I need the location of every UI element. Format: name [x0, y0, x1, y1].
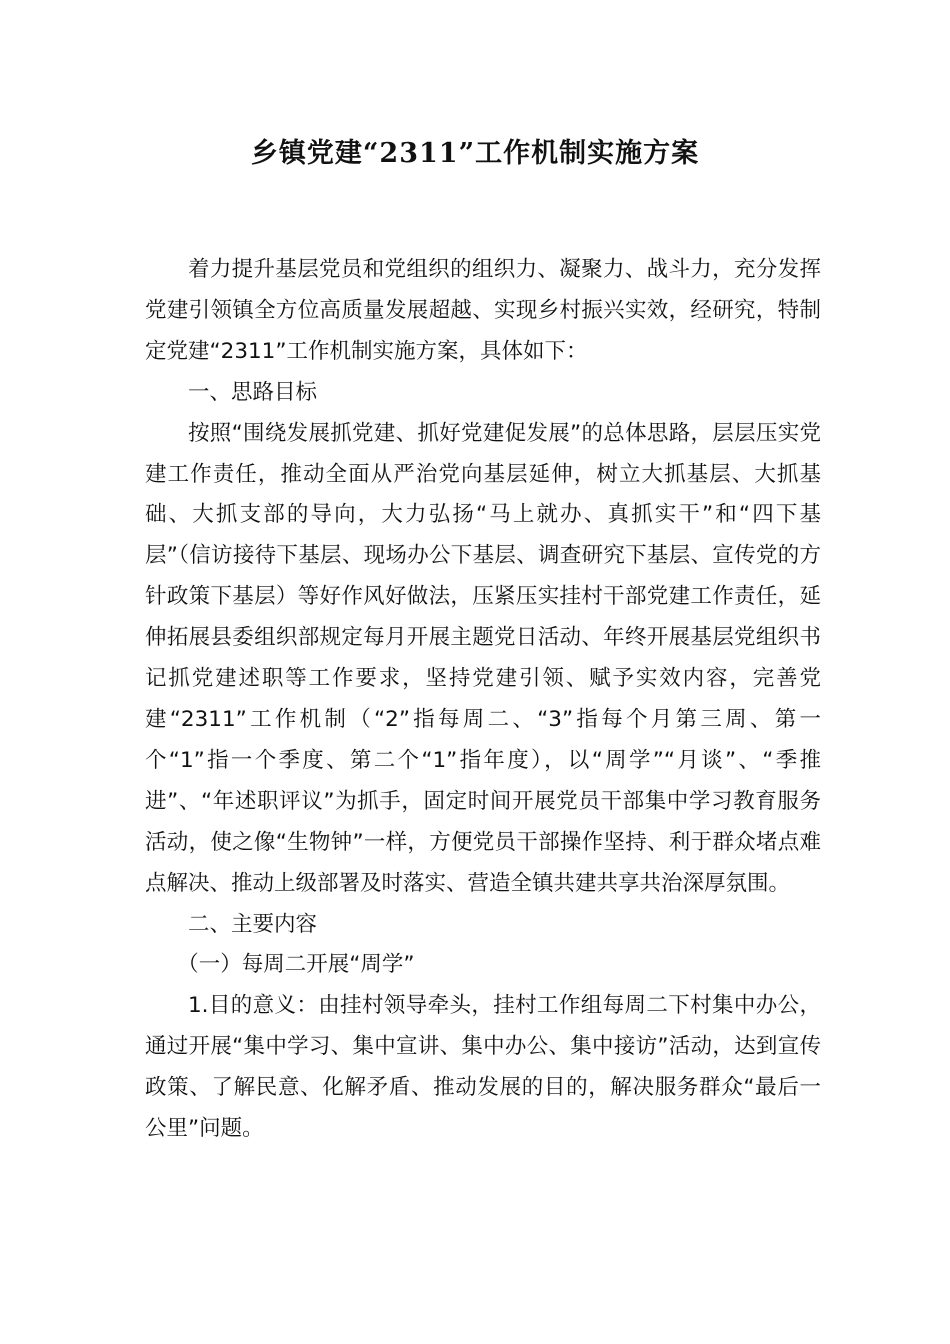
document-title: 乡镇党建“2311”工作机制实施方案	[250, 138, 700, 169]
section-heading-content: 二、主要内容	[188, 911, 318, 937]
intro-paragraph: 着力提升基层党员和党组织的组织力、凝聚力、战斗力，充分发挥党建引领镇全方位高质量发展超越、实现乡村振兴实效，经研究，特制定党建“2311”工作机制实施方案，具体如下：	[145, 257, 821, 364]
subsection-heading-weekly-study: （一）每周二开展“周学”	[177, 952, 415, 978]
document-body	[145, 250, 821, 1150]
purpose-paragraph: 1.目的意义：由挂村领导牵头，挂村工作组每周二下村集中办公，通过开展“集中学习、集中宣讲、集中办公、集中接访”活动，达到宣传政策、了解民意、化解矛盾、推动发展的目的，解决服务群众“最后一公里”问题。	[145, 993, 821, 1142]
goals-paragraph: 按照“围绕发展抓党建、抓好党建促发展”的总体思路，层层压实党建工作责任，推动全面从严治党向基层延伸，树立大抓基层、大抓基础、大抓支部的导向，大力弘扬“马上就办、真抓实干”和“四下基层”（信访接待下基层、现场办公下基层、调查研究下基层、宣传党的方针政策下基层）等好作风好做法，压紧压实挂村干部党建工作责任，延伸拓展县委组织部规定每月开展主题党日活动、年终开展基层党组织书记抓党建述职等工作要求，坚持党建引领、赋予实效内容，完善党建“2311”工作机制（“2”指每周二、“3”指每个月第三周、第一个“1”指一个季度、第二个“1”指年度），以“周学”“月谈”、“季推进”、“年述职评议”为抓手，固定时间开展党员干部集中学习教育服务活动，使之像“生物钟”一样，方便党员干部操作坚持、利于群众堵点难点解决、推动上级部署及时落实、营造全镇共建共享共治深厚氛围。	[145, 420, 821, 896]
section-heading-goals: 一、思路目标	[188, 379, 318, 405]
